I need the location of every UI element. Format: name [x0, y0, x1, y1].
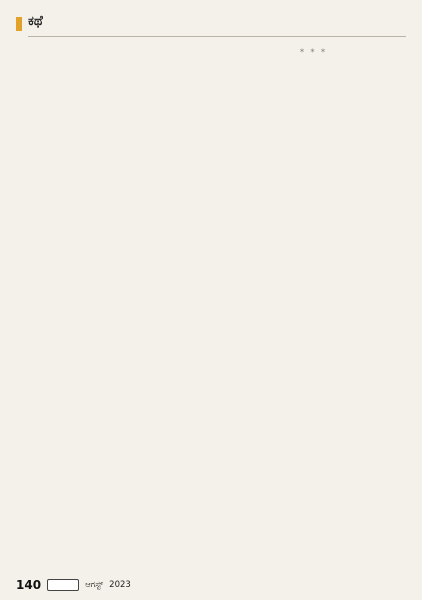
magazine-logo-icon: [47, 579, 79, 591]
page-number: 140: [16, 578, 42, 592]
issue-year: 2023: [109, 580, 131, 590]
section-divider: * * *: [299, 48, 328, 57]
right-column: [221, 44, 406, 562]
page-footer: [16, 578, 131, 592]
section-accent-bar: [16, 17, 22, 31]
page-header: [16, 14, 406, 34]
section-tag: ಕಥೆ: [28, 14, 43, 29]
article-body: [18, 44, 406, 562]
header-rule: [28, 36, 406, 37]
issue-month: ಆಗಸ್ಟ್: [85, 580, 104, 590]
left-column: [18, 44, 203, 562]
